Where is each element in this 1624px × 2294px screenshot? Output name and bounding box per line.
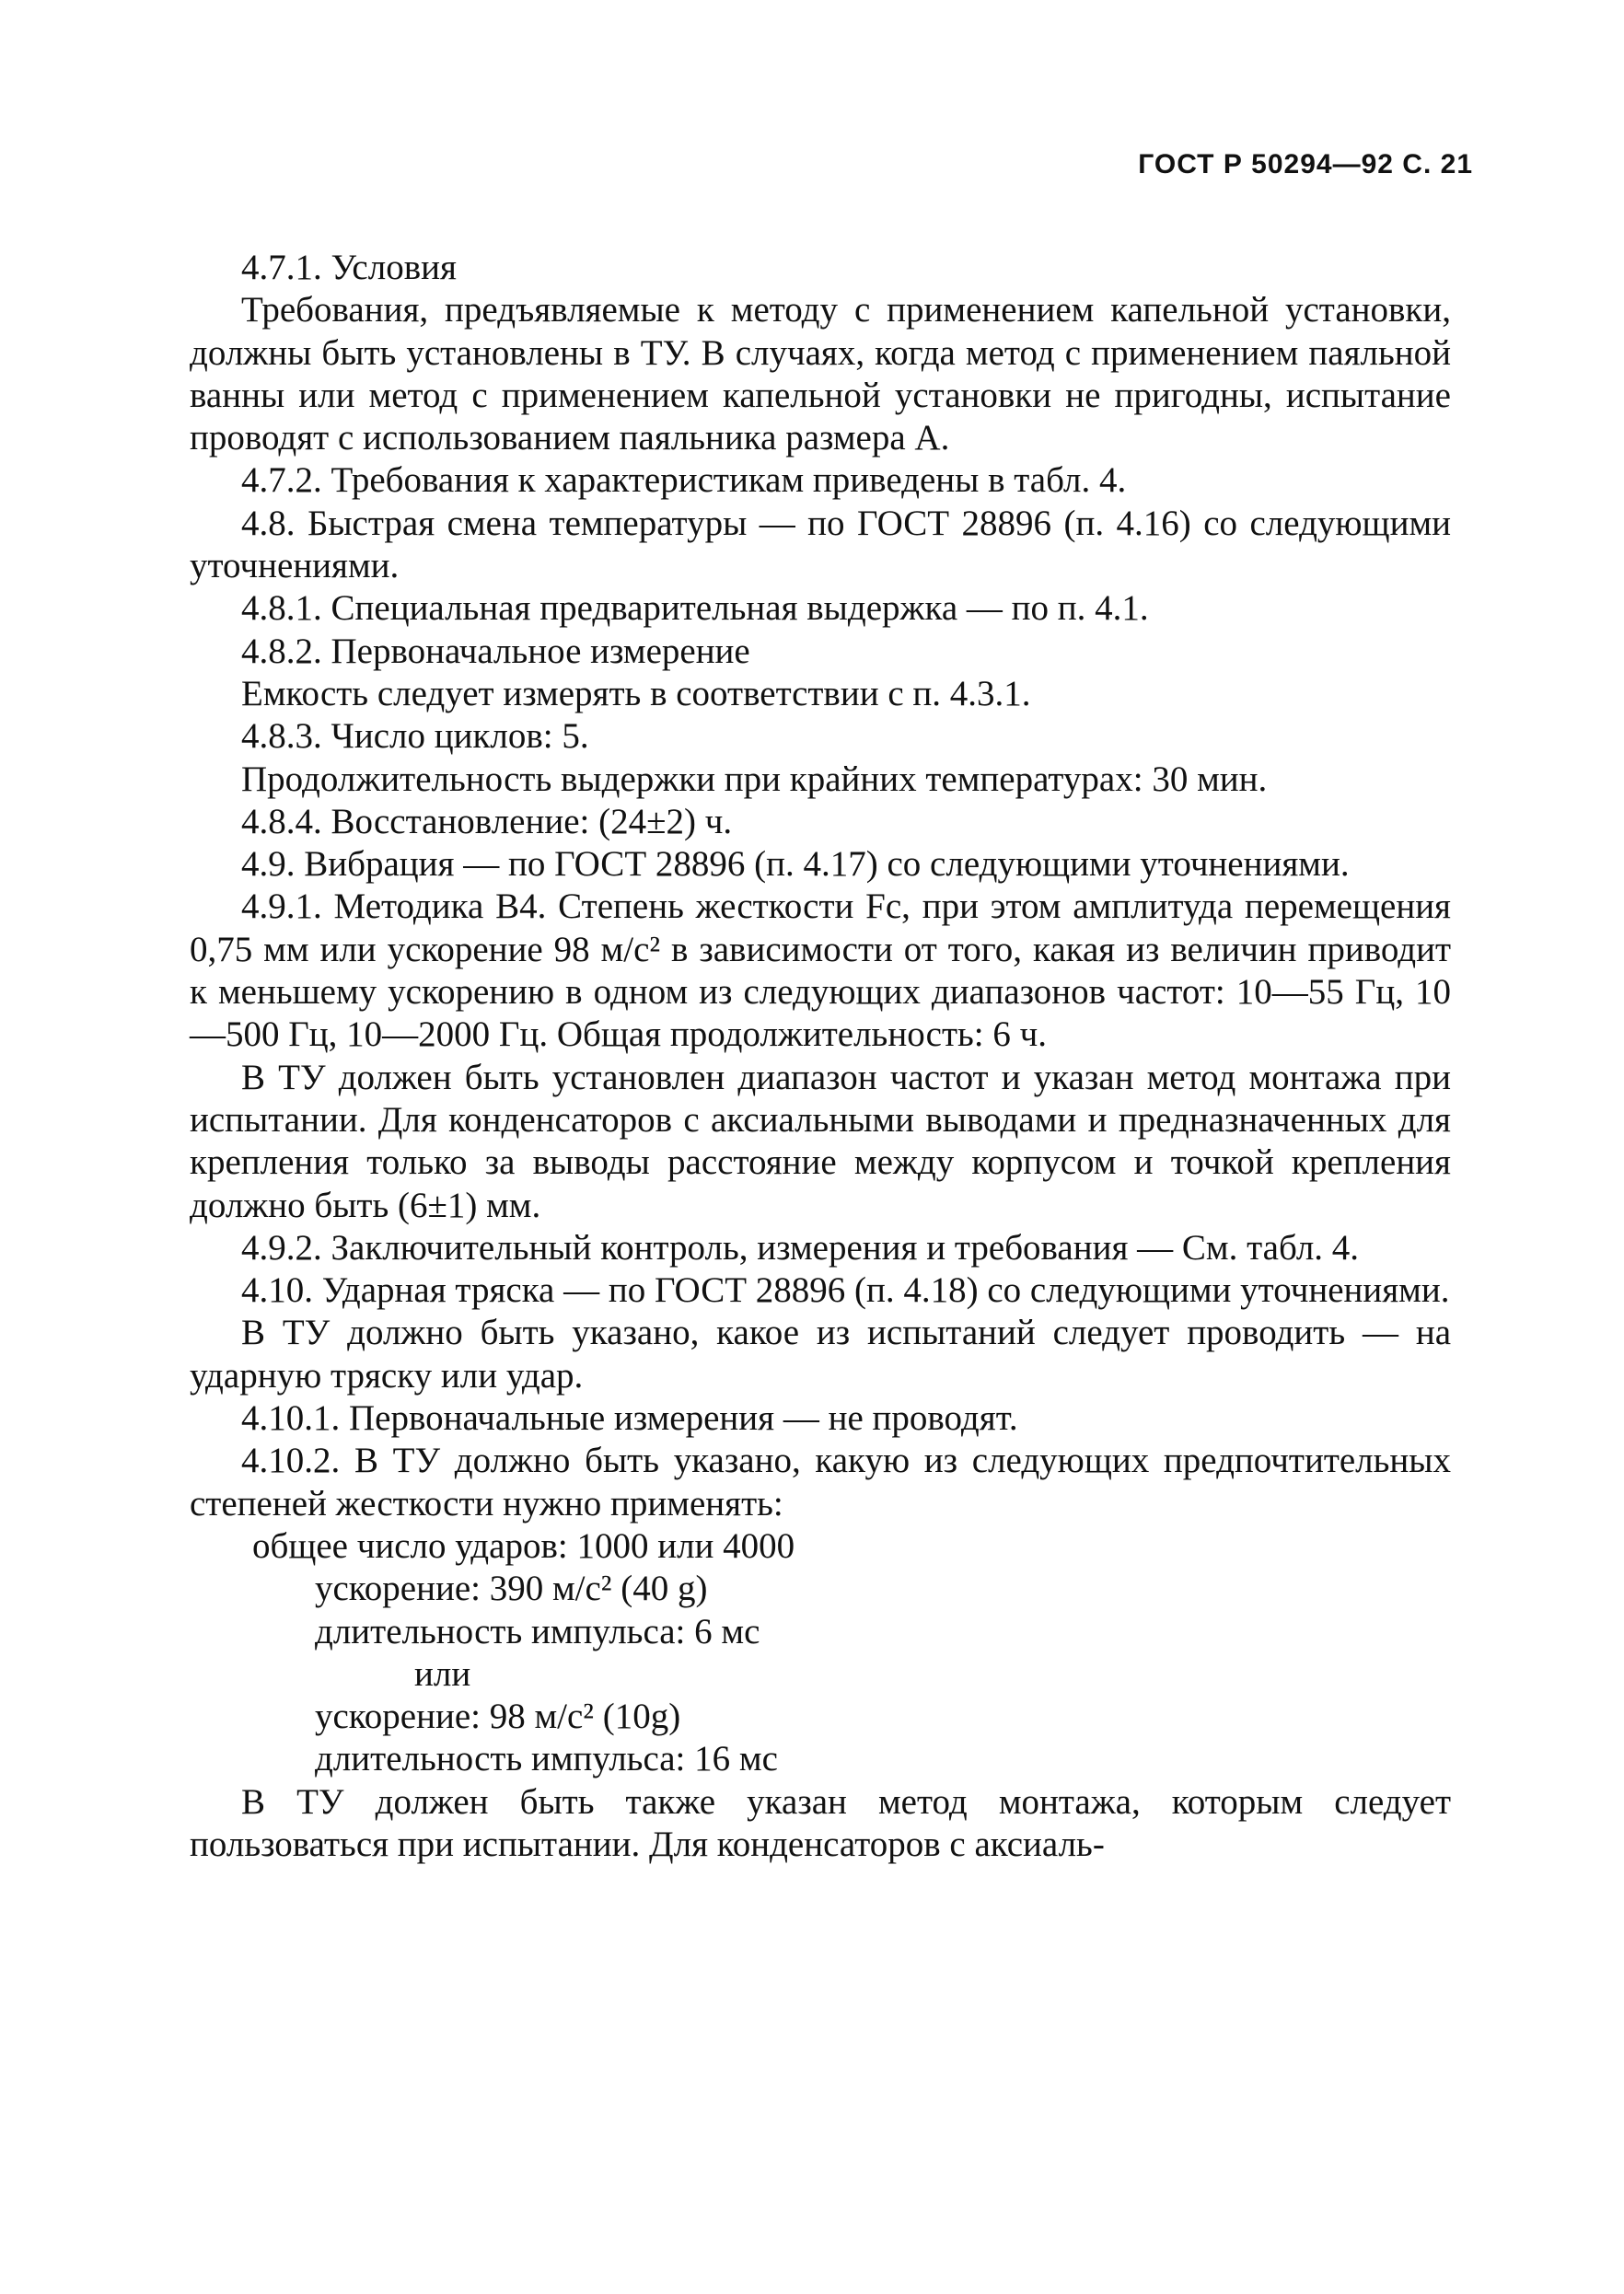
paragraph-capacity-measure: Емкость следует измерять в соответствии с п. 4.3.1. [241, 673, 1031, 713]
page-header: ГОСТ Р 50294—92 С. 21 [1138, 149, 1473, 180]
paragraph-test-choice: В ТУ должно быть указано, какое из испытаний следует проводить — на ударную тряску или удар. [190, 1313, 1451, 1396]
paragraph-4-9: 4.9. Вибрация — по ГОСТ 28896 (п. 4.17) со следующими уточнениями. [241, 844, 1350, 885]
paragraph-mounting: В ТУ должен быть установлен диапазон частот и указан метод монтажа при испытании. Для конденсаторов с аксиальными выводами и предназначенных для крепления только за выводы расстояние между корпусом и точкой крепления должно быть (6±1) мм. [190, 1057, 1451, 1225]
paragraph-4-8: 4.8. Быстрая смена температуры — по ГОСТ 28896 (п. 4.16) со следующими уточнениями. [190, 503, 1451, 586]
paragraph-requirements: Требования, предъявляемые к методу с применением капельной установки, должны быть установлены в ТУ. В случаях, когда метод с применением паяльной ванны или метод с применением капельной установки не пригодны, испытание проводят с использованием паяльника размера А. [190, 290, 1451, 458]
paragraph-4-9-2: 4.9.2. Заключительный контроль, измерения и требования — См. табл. 4. [241, 1227, 1360, 1268]
paragraph-4-8-3: 4.8.3. Число циклов: 5. [241, 716, 589, 757]
paragraph-4-10: 4.10. Ударная тряска — по ГОСТ 28896 (п. 4.18) со следующими уточнениями. [241, 1270, 1450, 1311]
list-acceleration-2: ускорение: 98 м/с² (10g) [315, 1697, 681, 1737]
paragraph-4-7-2: 4.7.2. Требования к характеристикам приведены в табл. 4. [241, 460, 1127, 501]
paragraph-4-8-2: 4.8.2. Первоначальное измерение [241, 631, 750, 671]
list-pulse-duration-2: длительность импульса: 16 мс [315, 1739, 778, 1779]
paragraph-duration: Продолжительность выдержки при крайних температурах: 30 мин. [241, 759, 1268, 799]
paragraph-4-8-1: 4.8.1. Специальная предварительная выдержка — по п. 4.1. [241, 588, 1149, 629]
paragraph-mounting-method: В ТУ должен быть также указан метод монтажа, которым следует пользоваться при испытании. Для конденсаторов с аксиаль- [190, 1781, 1451, 1864]
list-shock-count: общее число ударов: 1000 или 4000 [252, 1525, 795, 1566]
document-body [190, 247, 1451, 1866]
paragraph-4-10-1: 4.10.1. Первоначальные измерения — не проводят. [241, 1398, 1018, 1439]
list-acceleration-1: ускорение: 390 м/с² (40 g) [315, 1569, 708, 1609]
paragraph-4-7-1: 4.7.1. Условия [241, 248, 457, 287]
paragraph-4-9-1: 4.9.1. Методика В4. Степень жесткости Fc, при этом амплитуда перемещения 0,75 мм или ускорение 98 м/с² в зависимости от того, какая из величин приводит к меньшему ускорению в одном из следующих диапазонов частот: 10—55 Гц, 10—500 Гц, 10—2000 Гц. Общая продолжительность: 6 ч. [190, 886, 1451, 1055]
list-pulse-duration-1: длительность импульса: 6 мс [315, 1611, 760, 1651]
paragraph-4-8-4: 4.8.4. Восстановление: (24±2) ч. [241, 801, 733, 841]
paragraph-4-10-2: 4.10.2. В ТУ должно быть указано, какую из следующих предпочтительных степеней жесткости нужно применять: [190, 1441, 1451, 1524]
list-or: или [414, 1653, 471, 1694]
